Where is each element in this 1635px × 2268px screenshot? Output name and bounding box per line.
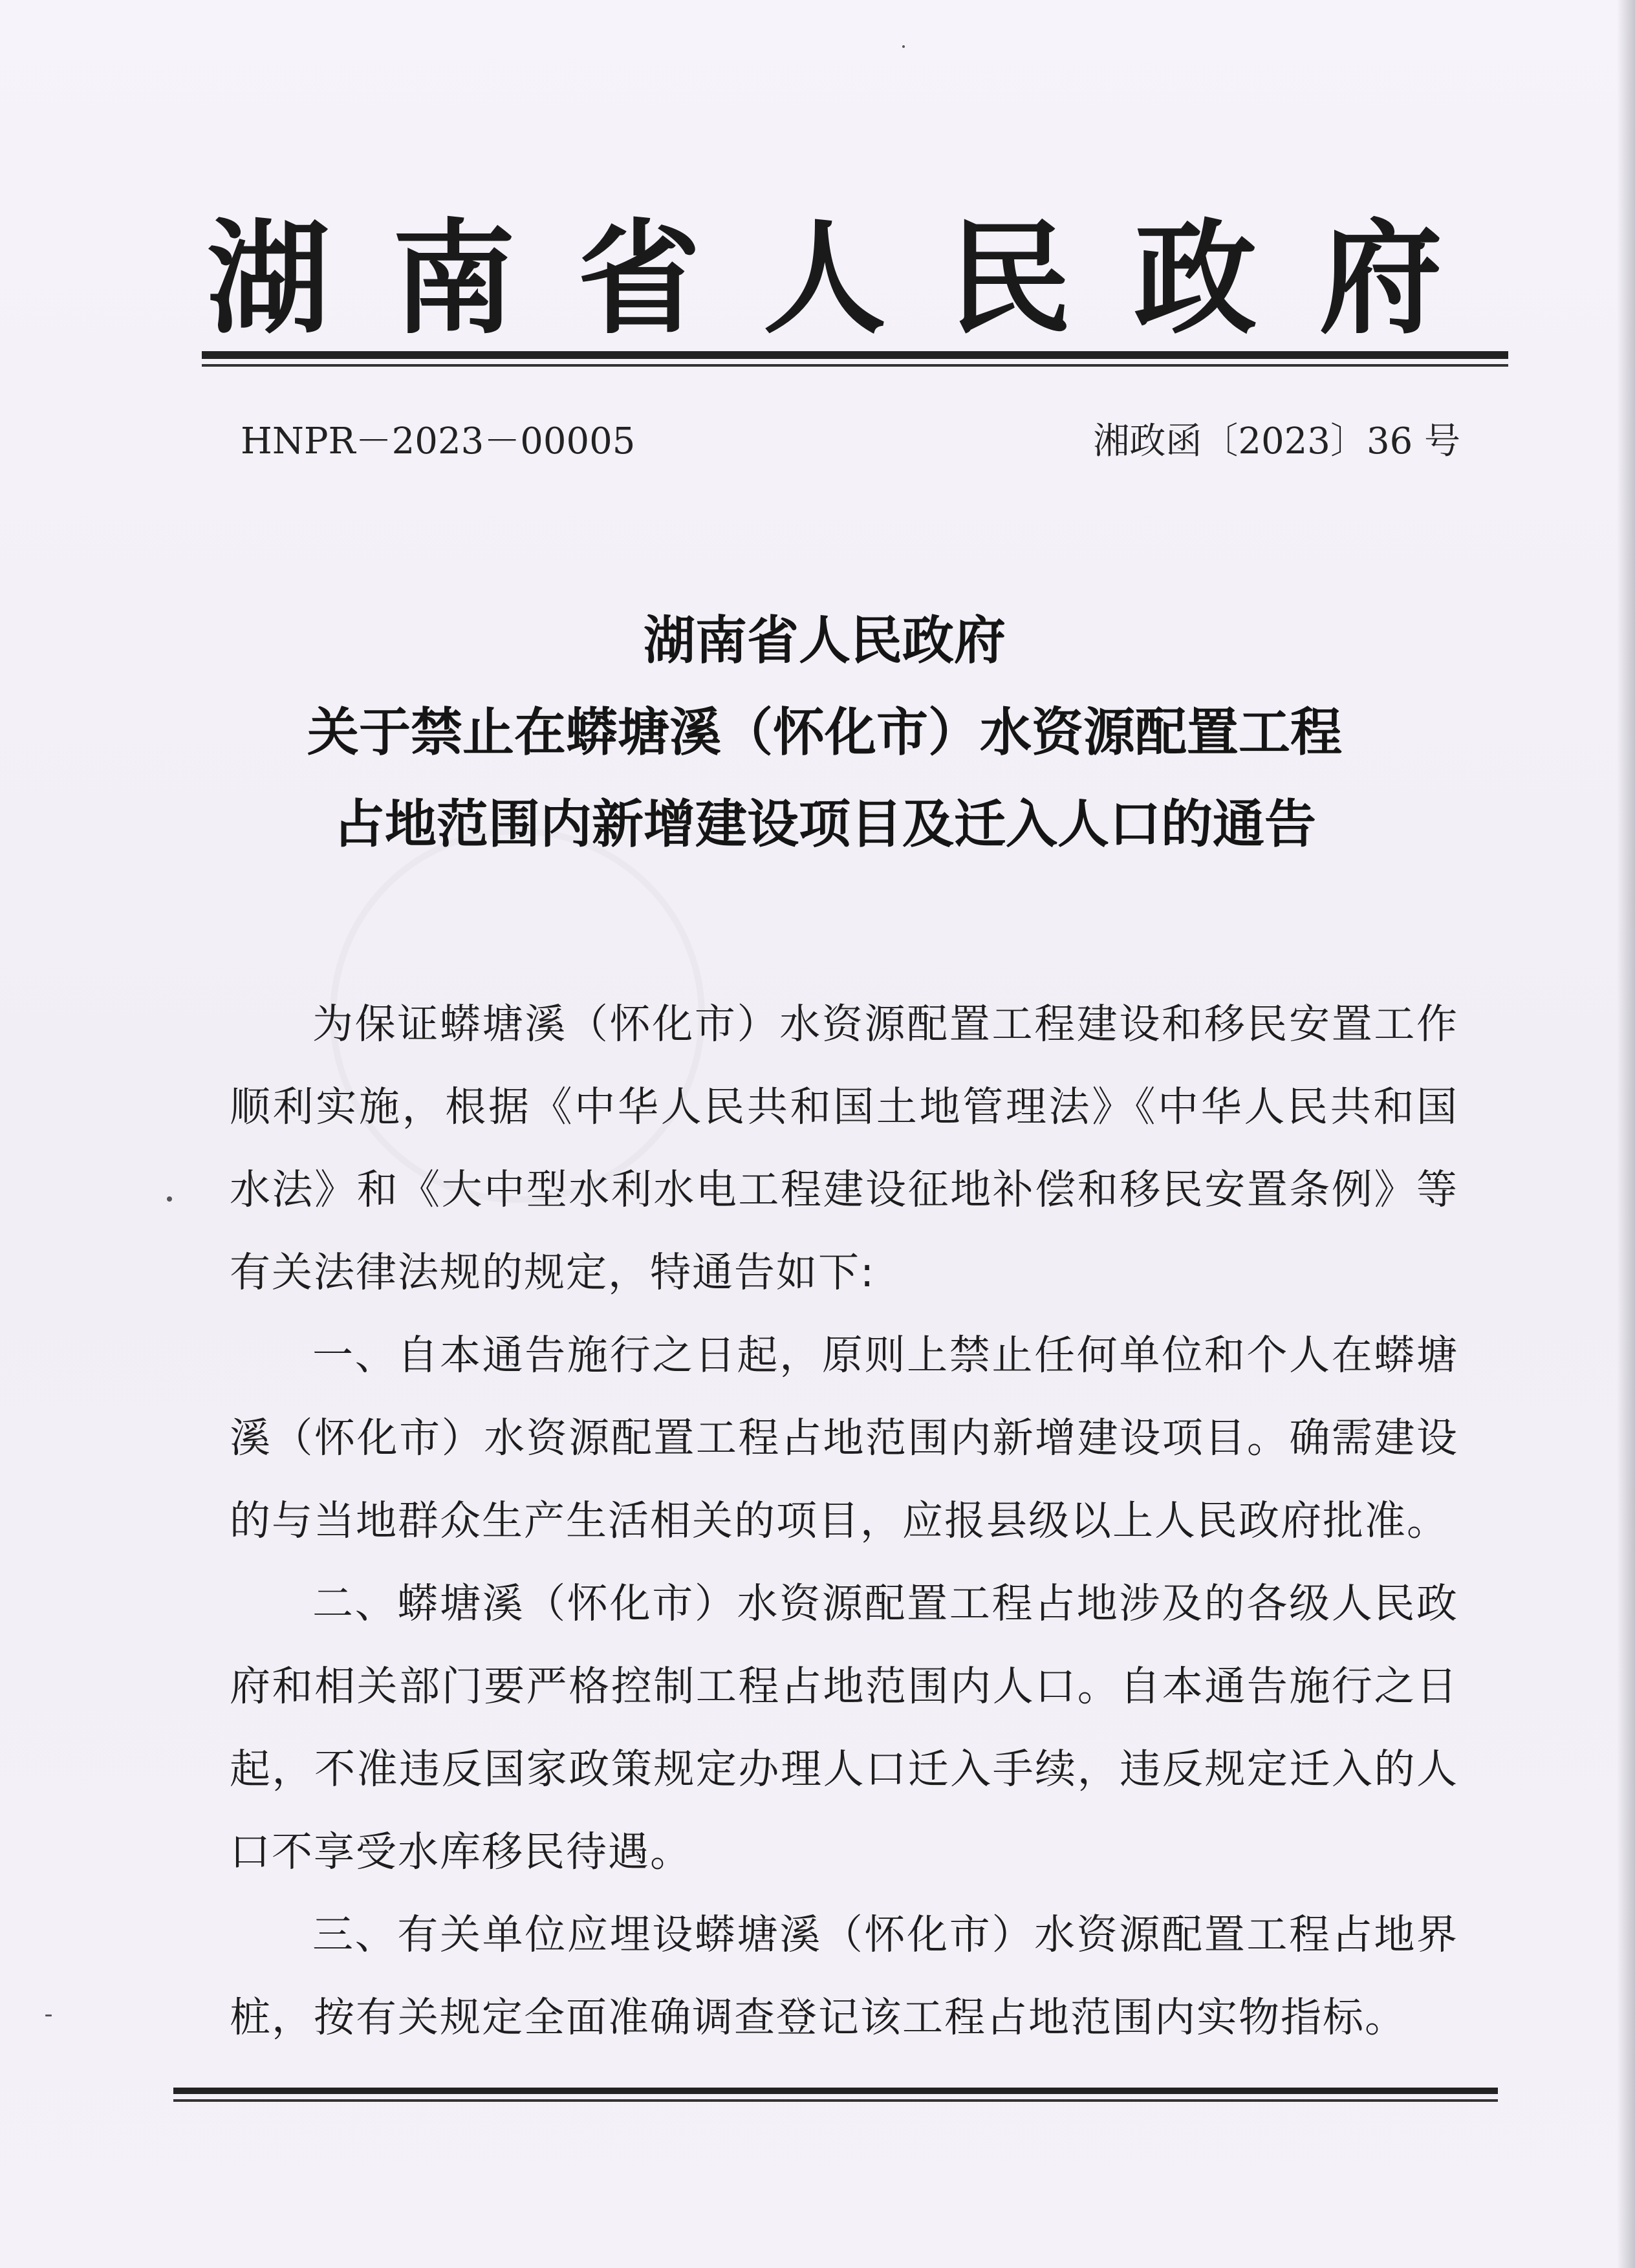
body-paragraph-intro: 为保证蟒塘溪（怀化市）水资源配置工程建设和移民安置工作顺利实施，根据《中华人民共和国土地管理法》《中华人民共和国水法》和《大中型水利水电工程建设征地补偿和移民安置条例》等有关法律法规的规定，特通告如下: xyxy=(230,1000,1458,1296)
scan-edge-shadow xyxy=(1617,0,1635,2268)
document-code: HNPR－2023－00005 xyxy=(241,420,636,462)
issuer-header-char: 政 xyxy=(1134,207,1257,351)
header-divider-thick xyxy=(202,351,1508,359)
footer-divider-thin xyxy=(173,2099,1498,2102)
notice-title-line-1: 湖南省人民政府 xyxy=(644,610,1006,671)
document-number: 湘政函〔2023〕36 号 xyxy=(1093,420,1460,462)
scan-speck xyxy=(167,1196,172,1202)
body-paragraph-item-1: 一、自本通告施行之日起，原则上禁止任何单位和个人在蟒塘溪（怀化市）水资源配置工程占地范围内新增建设项目。确需建设的与当地群众生产生活相关的项目，应报县级以上人民政府批准。 xyxy=(230,1332,1458,1544)
notice-body xyxy=(230,983,1458,2059)
issuer-header-char: 湖 xyxy=(206,207,330,351)
scan-speck xyxy=(45,2014,52,2016)
notice-title xyxy=(194,595,1455,870)
scan-speck xyxy=(902,45,905,48)
footer-divider-thick xyxy=(173,2088,1498,2094)
body-paragraph-item-3: 三、有关单位应埋设蟒塘溪（怀化市）水资源配置工程占地界桩，按有关规定全面准确调查登记该工程占地范围内实物指标。 xyxy=(230,1911,1458,2041)
notice-title-line-2: 关于禁止在蟒塘溪（怀化市）水资源配置工程 xyxy=(307,702,1342,762)
header-divider-thin xyxy=(202,364,1508,367)
issuer-header xyxy=(194,194,1455,351)
issuer-header-char: 人 xyxy=(763,207,886,351)
issuer-header-char: 南 xyxy=(392,207,515,351)
issuer-header-char: 省 xyxy=(578,207,701,351)
issuer-header-char: 府 xyxy=(1319,207,1442,351)
notice-title-line-3: 占地范围内新增建设项目及迁入人口的通告 xyxy=(333,794,1316,854)
body-paragraph-item-2: 二、蟒塘溪（怀化市）水资源配置工程占地涉及的各级人民政府和相关部门要严格控制工程占地范围内人口。自本通告施行之日起，不准违反国家政策规定办理人口迁入手续，违反规定迁入的人口不享受水库移民待遇。 xyxy=(230,1580,1458,1875)
issuer-header-char: 民 xyxy=(948,207,1072,351)
